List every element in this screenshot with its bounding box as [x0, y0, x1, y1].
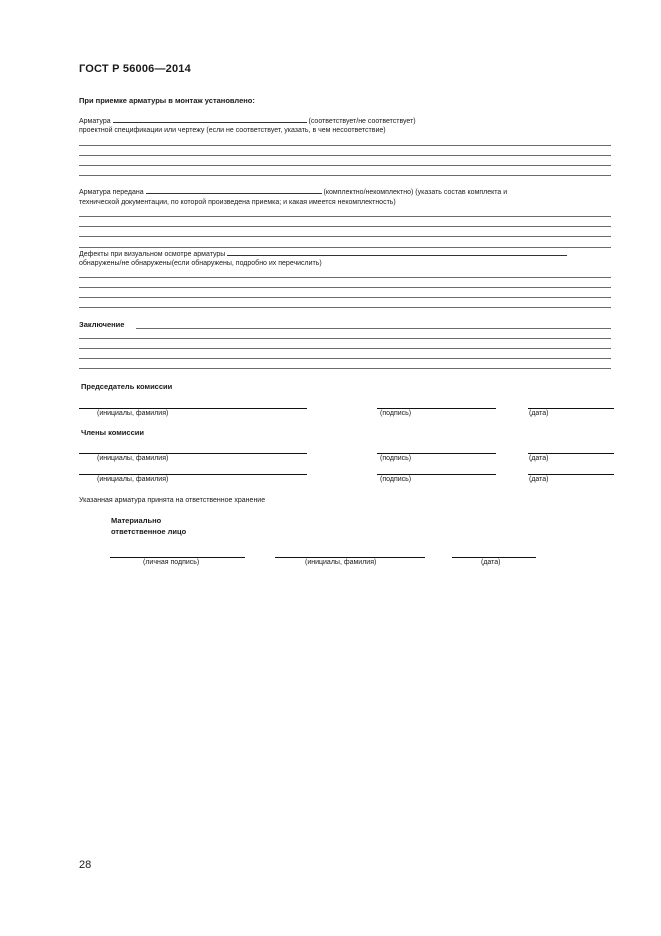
defects-label: Дефекты при визуальном осмотре арматуры: [79, 251, 226, 258]
fill-line[interactable]: [79, 216, 611, 217]
defects-line: [79, 249, 567, 259]
fill-line[interactable]: [79, 307, 611, 308]
member-signature-line[interactable]: [377, 474, 496, 475]
storage-text: Указанная арматура принята на ответственное хранение: [79, 497, 266, 504]
transfer-blank[interactable]: [146, 187, 322, 194]
fill-line[interactable]: [79, 368, 611, 369]
responsible-date-caption: (дата): [481, 559, 501, 566]
responsible-initials-line[interactable]: [275, 557, 425, 558]
member-signature-line[interactable]: [377, 453, 496, 454]
fill-line[interactable]: [79, 287, 611, 288]
responsible-initials-caption: (инициалы, фамилия): [305, 559, 377, 566]
chairman-date-line[interactable]: [528, 408, 614, 409]
fill-line[interactable]: [79, 297, 611, 298]
fill-line[interactable]: [79, 247, 611, 248]
responsible-signature-line[interactable]: [110, 557, 245, 558]
member-signature-caption: (подпись): [380, 476, 412, 483]
chairman-title: Председатель комиссии: [81, 382, 173, 391]
fill-line[interactable]: [79, 358, 611, 359]
members-title: Члены комиссии: [81, 428, 144, 437]
member-date-line[interactable]: [528, 474, 614, 475]
conclusion-fill-line[interactable]: [136, 328, 611, 329]
armature-note: (соответствует/не соответствует): [308, 118, 416, 125]
page-number: 28: [79, 859, 92, 871]
transfer-note: (комплектно/некомплектно) (указать состав комплекта и: [323, 189, 508, 196]
chairman-date-caption: (дата): [529, 410, 549, 417]
member-initials-caption: (инициалы, фамилия): [97, 476, 169, 483]
fill-line[interactable]: [79, 277, 611, 278]
responsible-title-line1: Материально: [111, 516, 162, 525]
member-signature-caption: (подпись): [380, 455, 412, 462]
fill-line[interactable]: [79, 236, 611, 237]
conclusion-label: Заключение: [79, 320, 125, 329]
armature-line2: проектной спецификации или чертежу (если не соответствует, указать, в чем несоответствие): [79, 127, 386, 134]
member-date-caption: (дата): [529, 476, 549, 483]
fill-line[interactable]: [79, 145, 611, 146]
member-initials-caption: (инициалы, фамилия): [97, 455, 169, 462]
fill-line[interactable]: [79, 348, 611, 349]
fill-line[interactable]: [79, 226, 611, 227]
defects-line2: обнаружены/не обнаружены(если обнаружены, подробно их перечислить): [79, 260, 322, 267]
fill-line[interactable]: [79, 175, 611, 176]
chairman-signature-line[interactable]: [377, 408, 496, 409]
defects-blank[interactable]: [227, 249, 567, 256]
acceptance-heading: При приемке арматуры в монтаж установлено:: [79, 96, 255, 105]
transfer-line: [79, 187, 507, 197]
member-initials-line[interactable]: [79, 474, 307, 475]
responsible-title-line2: ответственное лицо: [111, 527, 187, 536]
transfer-line2: технической документации, по которой произведена приемка; и какая имеется некомплектность): [79, 199, 396, 206]
fill-line[interactable]: [79, 155, 611, 156]
member-date-line[interactable]: [528, 453, 614, 454]
armature-blank[interactable]: [113, 116, 307, 123]
fill-line[interactable]: [79, 338, 611, 339]
document-title: ГОСТ Р 56006—2014: [79, 63, 191, 75]
transfer-label: Арматура передана: [79, 189, 144, 196]
chairman-signature-caption: (подпись): [380, 410, 412, 417]
responsible-date-line[interactable]: [452, 557, 536, 558]
armature-label: Арматура: [79, 118, 111, 125]
member-initials-line[interactable]: [79, 453, 307, 454]
responsible-signature-caption: (личная подпись): [143, 559, 200, 566]
member-date-caption: (дата): [529, 455, 549, 462]
chairman-initials-caption: (инициалы, фамилия): [97, 410, 169, 417]
armature-line: [79, 116, 416, 126]
fill-line[interactable]: [79, 165, 611, 166]
chairman-initials-line[interactable]: [79, 408, 307, 409]
